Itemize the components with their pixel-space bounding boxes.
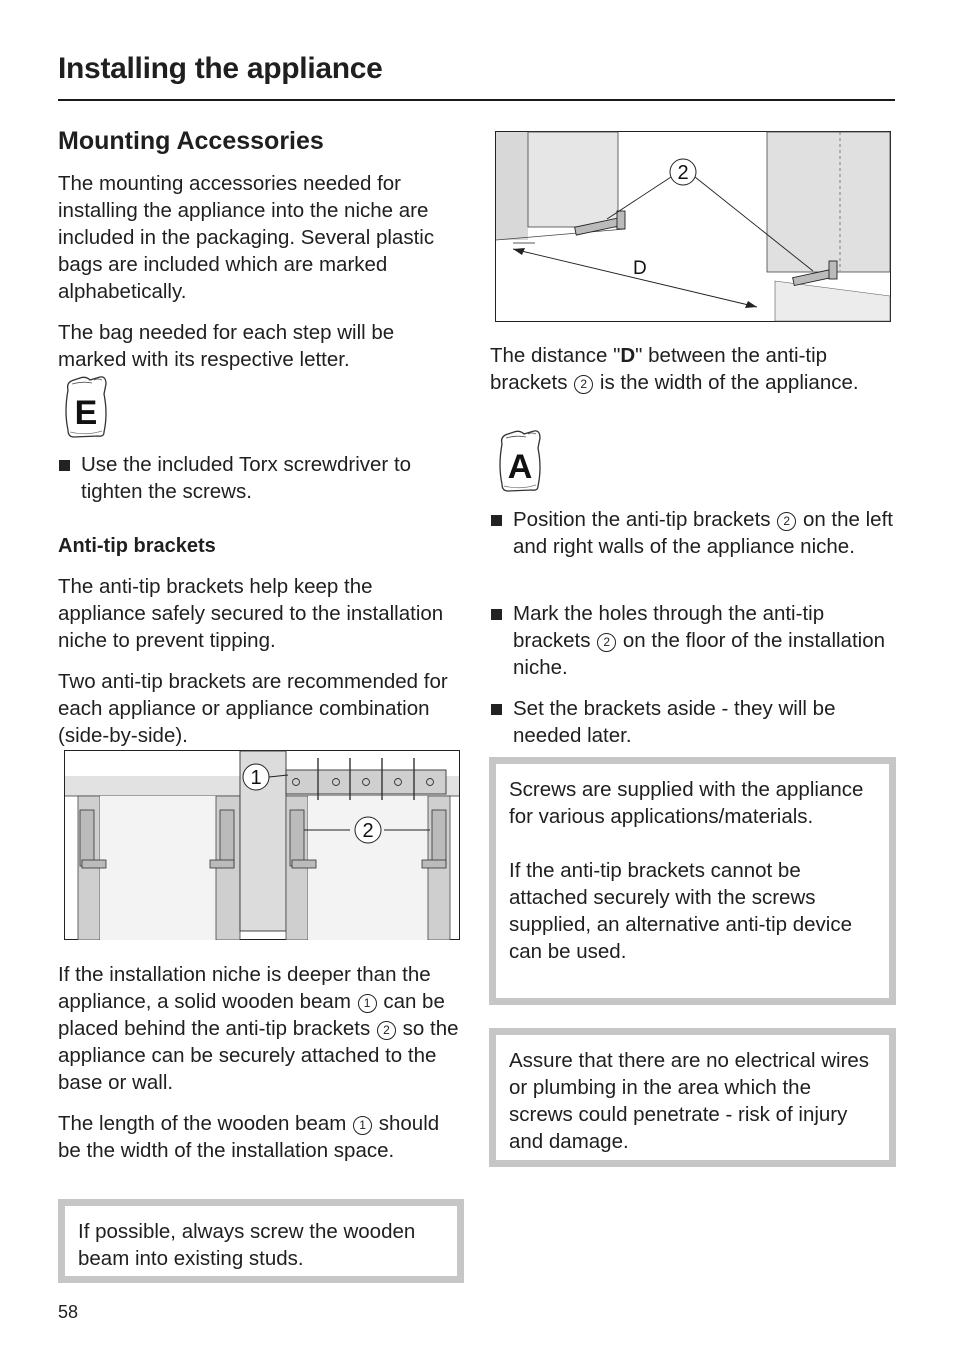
dimension-d-label: D <box>633 258 647 279</box>
bullet-set-aside: Set the brackets aside - they will be needed later. <box>490 695 893 749</box>
circle-1: 1 <box>358 994 377 1013</box>
anti-tip-paragraph: The anti-tip brackets help keep the appliance safely secured to the installation niche to prevent tipping. <box>58 575 444 652</box>
warning-wires <box>489 1028 896 1167</box>
note-screws-text-2: If the anti-tip brackets cannot be attached securely with the screws supplied, an alternative anti-tip device can be used. <box>509 859 853 963</box>
bag-paragraph: The bag needed for each step will be marked with its respective letter. <box>58 321 395 371</box>
niche-paragraph: If the installation niche is deeper than the appliance, a solid wooden beam 1 can be placed behind the anti-tip brackets 2 so the appliance can be securely attached to the base or wall. <box>58 963 459 1094</box>
circle-1-b: 1 <box>353 1116 372 1135</box>
subheading-anti-tip: Anti-tip brackets <box>58 535 216 557</box>
header-rule <box>58 99 895 101</box>
callout-2-right: 2 <box>677 162 689 184</box>
circle-2-r2: 2 <box>777 512 796 531</box>
circle-2-r1: 2 <box>574 375 593 394</box>
bag-a-icon <box>494 428 544 494</box>
page-title: Installing the appliance <box>58 52 383 85</box>
page-number: 58 <box>58 1302 79 1322</box>
note-screws <box>489 757 896 1005</box>
distance-paragraph: The distance "D" between the anti-tip brackets 2 is the width of the appliance. <box>490 344 859 394</box>
note-screws-text-1: Screws are supplied with the appliance for various applications/materials. <box>509 778 864 828</box>
note-studs <box>58 1199 464 1283</box>
section-heading: Mounting Accessories <box>58 127 324 155</box>
circle-2-r3: 2 <box>597 633 616 652</box>
recommend-paragraph: Two anti-tip brackets are recommended for each appliance or appliance combination (side-by-side). <box>58 670 448 747</box>
figure-wooden-beam <box>64 750 460 940</box>
circle-2: 2 <box>377 1021 396 1040</box>
callout-2: 2 <box>362 820 374 842</box>
bullet-position: Position the anti-tip brackets 2 on the left and right walls of the appliance niche. <box>490 506 893 560</box>
bag-a-letter: A <box>507 448 533 486</box>
bag-e-icon <box>60 374 110 440</box>
bullet-mark-holes: Mark the holes through the anti-tip brackets 2 on the floor of the installation niche. <box>490 600 893 681</box>
figure-distance-d <box>495 131 891 322</box>
bullet-torx: Use the included Torx screwdriver to tighten the screws. <box>58 451 459 505</box>
beam-length-paragraph: The length of the wooden beam 1 should be the width of the installation space. <box>58 1112 440 1162</box>
note-studs-text: If possible, always screw the wooden beam into existing studs. <box>78 1220 416 1270</box>
intro-paragraph: The mounting accessories needed for installing the appliance into the niche are included in the packaging. Several plastic bags are included which are marked alphabetically. <box>58 172 435 303</box>
warning-wires-text: Assure that there are no electrical wires or plumbing in the area which the screws could penetrate - risk of injury and damage. <box>509 1049 870 1153</box>
callout-1: 1 <box>250 767 262 789</box>
bag-e-letter: E <box>74 394 98 432</box>
